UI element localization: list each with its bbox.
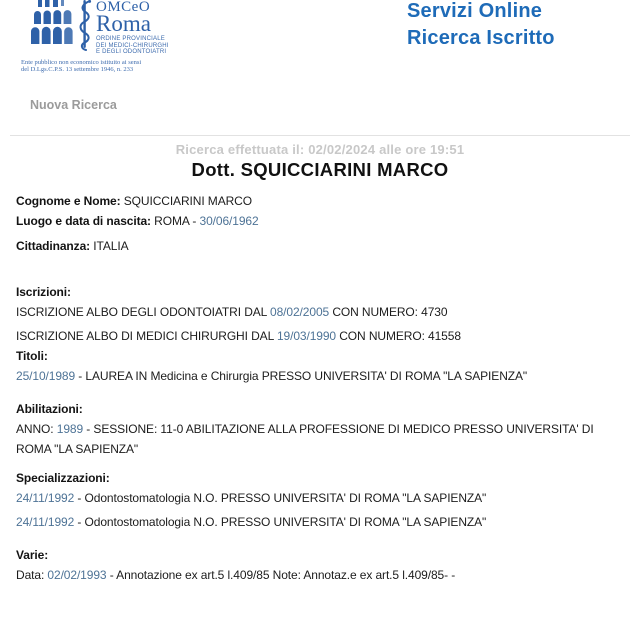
line-text: - LAUREA IN Medicina e Chirurgia PRESSO UNIVERSITA' DI ROMA "LA SAPIENZA" (75, 369, 528, 383)
logo-legal-note-line: Ente pubblico non economico istituito ai sensi (21, 58, 142, 66)
record-line (16, 366, 606, 386)
record-line (16, 565, 606, 585)
citizenship-row (16, 236, 606, 256)
colosseum-icon (29, 0, 75, 44)
page-header (0, 0, 640, 88)
service-title-line2: Ricerca Iscritto (407, 27, 555, 49)
record-line (16, 488, 606, 508)
section-abilitazioni (16, 399, 606, 459)
section-varie (16, 545, 606, 585)
section-titoli (16, 346, 606, 386)
header-divider (10, 135, 630, 136)
record-line (16, 419, 606, 459)
logo-subtitle-line: ORDINE PROVINCIALE (96, 36, 165, 42)
name-value: SQUICCIARINI MARCO (120, 194, 252, 208)
line-text: Data: (16, 568, 48, 582)
name-label: Cognome e Nome: (16, 194, 121, 208)
line-text: ISCRIZIONE ALBO DI MEDICI CHIRURGHI DAL (16, 329, 277, 343)
record-line (16, 326, 606, 346)
logo-legal-note (21, 59, 171, 74)
section-title: Abilitazioni: (16, 402, 83, 416)
line-date: 19/03/1990 (276, 329, 336, 343)
citizenship-label: Cittadinanza: (16, 239, 91, 253)
section-iscrizioni (16, 282, 606, 346)
birth-date: 30/06/1962 (199, 214, 259, 228)
line-text: CON NUMERO: 41558 (336, 329, 461, 343)
omceo-emblem (21, 0, 171, 56)
record-line (16, 302, 606, 322)
logo-legal-note-line: del D.Lgs.C.P.S. 13 settembre 1946, n. 233 (21, 66, 134, 73)
line-text: CON NUMERO: 4730 (329, 305, 448, 319)
record-line (16, 512, 606, 532)
new-search-link[interactable]: Nuova Ricerca (30, 98, 117, 112)
line-text: - SESSIONE: 11-0 ABILITAZIONE ALLA PROFESSIONE DI MEDICO PRESSO UNIVERSITA' DI ROMA "LA SAPIENZA" (16, 422, 594, 456)
person-info (16, 191, 606, 256)
birth-row (16, 211, 606, 231)
logo-subtitle-line: E DEGLI ODONTOIATRI (96, 49, 167, 55)
line-date: 24/11/1992 (16, 515, 75, 529)
logo-wordmark (96, 0, 169, 56)
line-text: - Odontostomatologia N.O. PRESSO UNIVERSITA' DI ROMA "LA SAPIENZA" (74, 491, 487, 505)
section-title: Specializzazioni: (16, 471, 110, 485)
doctor-name-title: Dott. SQUICCIARINI MARCO (191, 159, 449, 180)
section-title: Iscrizioni: (16, 285, 71, 299)
citizenship-value: ITALIA (90, 239, 129, 253)
section-title: Titoli: (16, 349, 48, 363)
birth-place: ROMA - (150, 214, 200, 228)
record-details (0, 191, 640, 585)
birth-label: Luogo e data di nascita: (16, 214, 151, 228)
search-timestamp: Ricerca effettuata il: 02/02/2024 alle ore 19:51 (175, 142, 465, 157)
logo-subtitle (96, 36, 169, 56)
name-row (16, 191, 606, 211)
omceo-logo (21, 0, 171, 74)
logo-subtitle-line: DEI MEDICI-CHIRURGHI (96, 42, 169, 49)
asclepius-staff-icon (77, 0, 92, 52)
line-date: 02/02/1993 (47, 568, 107, 582)
line-text: ANNO: (16, 422, 57, 436)
line-text: ISCRIZIONE ALBO DEGLI ODONTOIATRI DAL (16, 305, 271, 319)
section-title: Varie: (16, 548, 49, 562)
logo-city: Roma (96, 11, 151, 36)
line-text: - Odontostomatologia N.O. PRESSO UNIVERSITA' DI ROMA "LA SAPIENZA" (74, 515, 487, 529)
section-specializzazioni (16, 468, 606, 532)
line-text: - Annotazione ex art.5 l.409/85 Note: Annotaz.e ex art.5 l.409/85- - (106, 568, 456, 582)
line-date: 25/10/1989 (16, 369, 76, 383)
line-date: 08/02/2005 (270, 305, 330, 319)
line-date: 24/11/1992 (16, 491, 75, 505)
line-date: 1989 (56, 422, 84, 436)
service-title-line1: Servizi Online (407, 0, 543, 22)
service-title (407, 0, 555, 52)
logo-acronym: OMCeO (96, 0, 151, 15)
